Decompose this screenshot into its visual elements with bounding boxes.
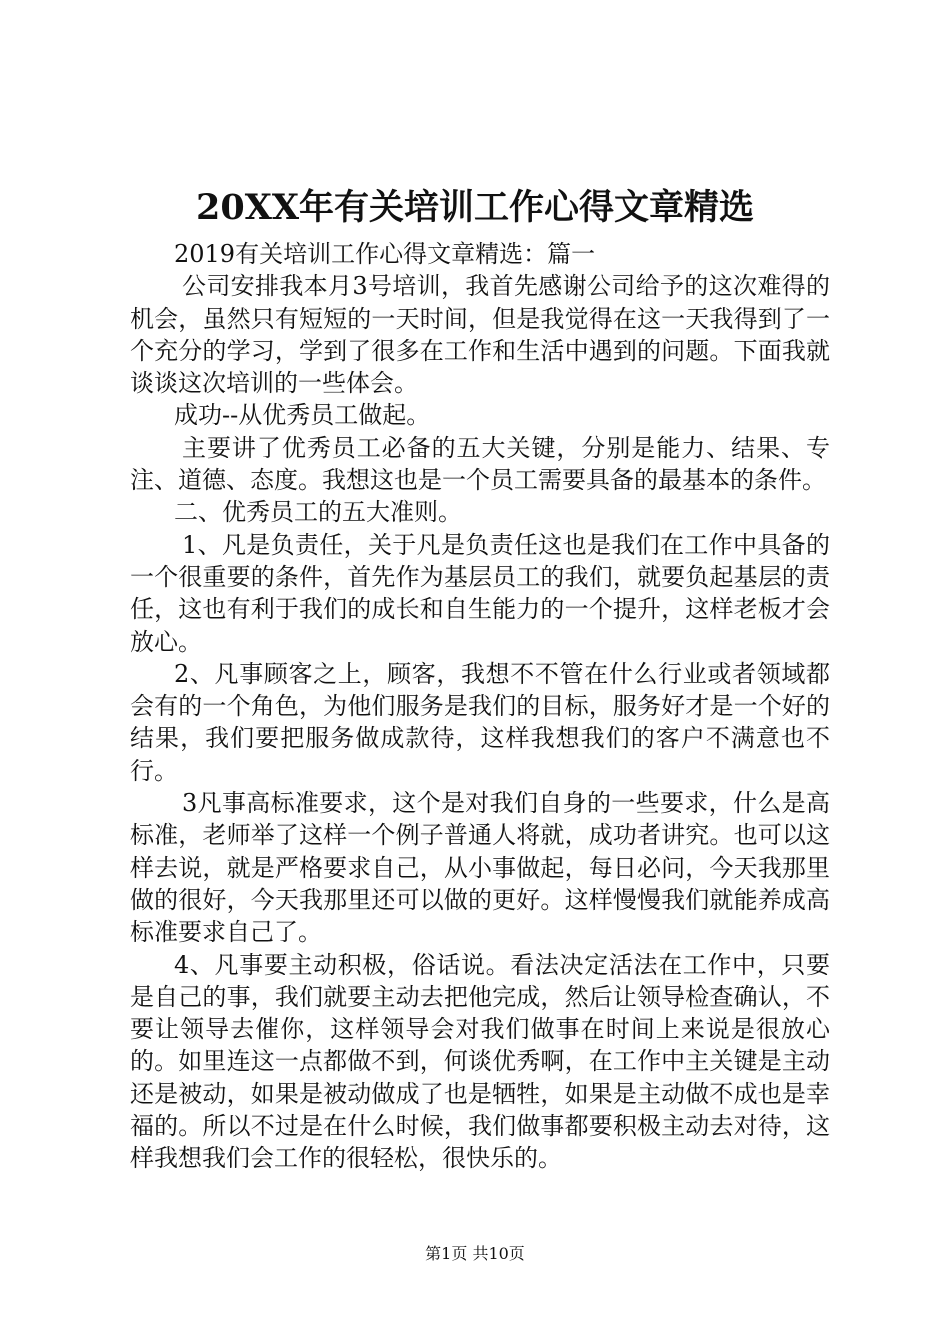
paragraph-five-keys: 主要讲了优秀员工必备的五大关键，分别是能力、结果、专注、道德、态度。我想这也是一个员工需要具备的最基本的条件。 bbox=[130, 433, 830, 495]
paragraph-success-heading: 成功--从优秀员工做起。 bbox=[174, 401, 431, 430]
paragraph-rule-2: 2、凡事顾客之上，顾客，我想不不管在什么行业或者领域都会有的一个角色，为他们服务是我们的目标，服务好才是一个好的结果，我们要把服务做成款待，这样我想我们的客户不满意也不行。 bbox=[130, 659, 830, 785]
paragraph-section-heading: 2019有关培训工作心得文章精选：篇一 bbox=[174, 240, 596, 268]
paragraph-rule-3: 3凡事高标准要求，这个是对我们自身的一些要求，什么是高标准，老师举了这样一个例子普通人将就，成功者讲究。也可以这样去说，就是严格要求自己，从小事做起，每日必问，今天我那里做的很好，今天我那里还可以做的更好。这样慢慢我们就能养成高标准要求自己了。 bbox=[130, 789, 830, 947]
page-footer: 第1页 共10页 bbox=[425, 1244, 525, 1263]
paragraph-rule-4: 4、凡事要主动积极，俗话说。看法决定活法在工作中，只要是自己的事，我们就要主动去把他完成，然后让领导检查确认，不要让领导去催你，这样领导会对我们做事在时间上来说是很放心的。如里连这一点都做不到，何谈优秀啊，在工作中主关键是主动还是被动，如果是被动做成了也是牺牲，如果是主动做不成也是幸福的。所以不过是在什么时候，我们做事都要积极主动去对待，这样我想我们会工作的很轻松，很快乐的。 bbox=[130, 950, 830, 1173]
paragraph-rule-1: 1、凡是负责任，关于凡是负责任这也是我们在工作中具备的一个很重要的条件，首先作为基层员工的我们，就要负起基层的责任，这也有利于我们的成长和自生能力的一个提升，这样老板才会放心。 bbox=[130, 530, 830, 656]
paragraph-intro: 公司安排我本月3号培训，我首先感谢公司给予的这次难得的机会，虽然只有短短的一天时间，但是我觉得在这一天我得到了一个充分的学习，学到了很多在工作和生活中遇到的问题。下面我就谈谈这次培训的一些体会。 bbox=[130, 272, 830, 398]
paragraph-five-rules-heading: 二、优秀员工的五大准则。 bbox=[174, 498, 462, 527]
document-body bbox=[130, 238, 830, 1175]
document-title: 20XX年有关培训工作心得文章精选 bbox=[195, 187, 755, 228]
